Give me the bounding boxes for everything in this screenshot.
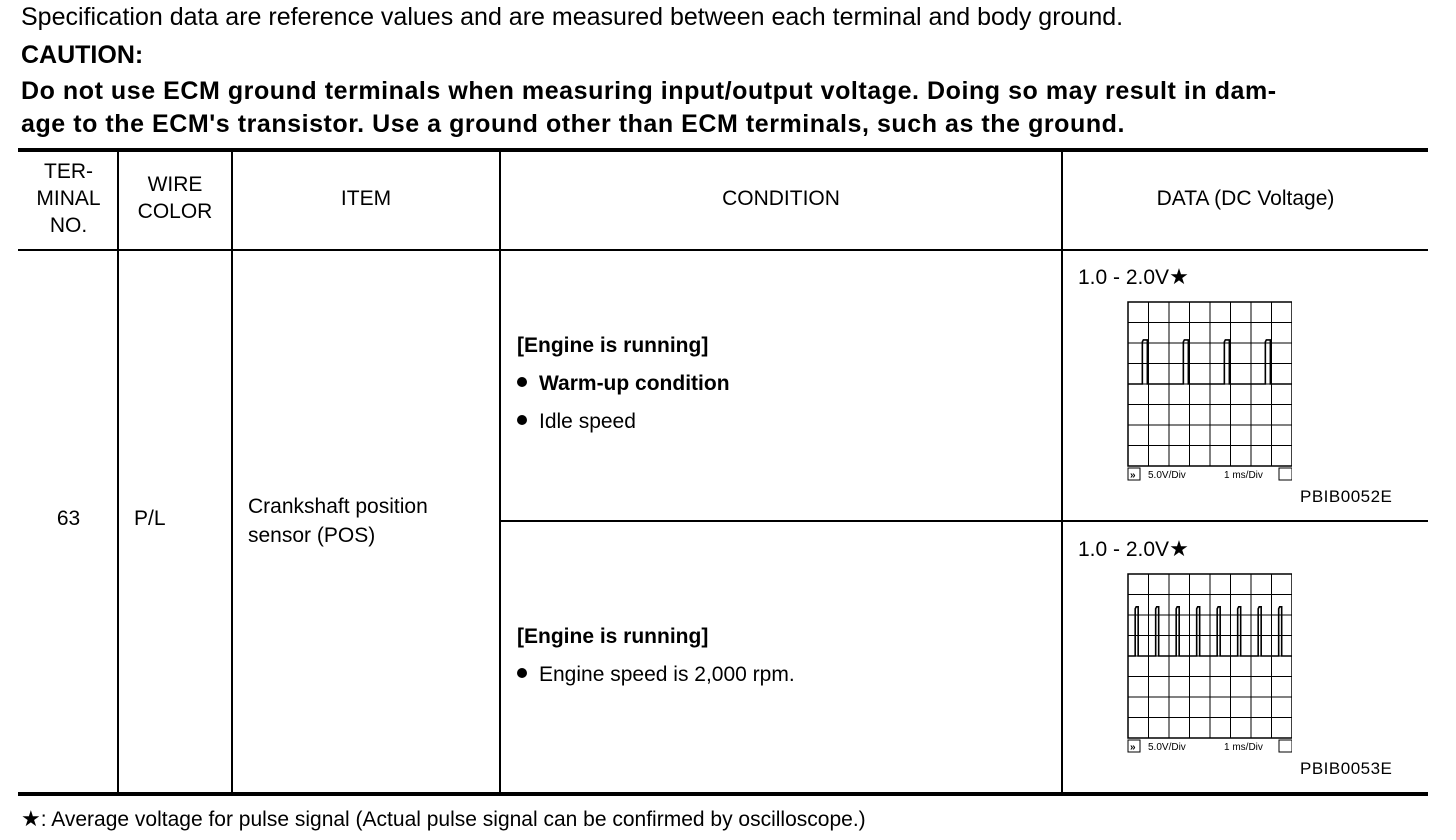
header-condition: CONDITION <box>722 187 840 210</box>
condition-2-heading: [Engine is running] <box>517 625 709 648</box>
scope-volt-div: 5.0V/Div <box>1148 742 1186 753</box>
condition-2-bullet-1 <box>517 656 795 694</box>
item-line-1: Crankshaft position <box>248 495 428 518</box>
wire-color: P/L <box>134 507 166 530</box>
header-terminal-line1: TER- <box>44 160 93 183</box>
scope-time-div: 1 ms/Div <box>1224 742 1263 753</box>
terminal-number: 63 <box>56 507 81 530</box>
header-wire-line2: COLOR <box>137 200 213 223</box>
col-divider-3 <box>499 150 501 794</box>
item-line-2: sensor (POS) <box>248 524 376 547</box>
double-chevron-glyph: » <box>1130 470 1136 481</box>
oscilloscope-waveform-1 <box>1126 301 1292 484</box>
condition-1-bullet-1 <box>517 365 730 403</box>
scope-volt-div: 5.0V/Div <box>1148 470 1186 481</box>
row-divider <box>500 520 1428 522</box>
condition-1-heading: [Engine is running] <box>517 334 709 357</box>
star-icon: ★ <box>1169 536 1189 561</box>
voltage-value-1 <box>1078 264 1189 290</box>
double-chevron-glyph: » <box>1130 742 1136 753</box>
table-bottom-rule <box>18 792 1428 796</box>
header-wire-line1: WIRE <box>147 173 203 196</box>
bullet-dot-icon <box>517 377 527 387</box>
scope-time-div: 1 ms/Div <box>1224 470 1263 481</box>
item-name <box>248 492 428 550</box>
table-top-rule <box>18 148 1428 152</box>
header-bottom-rule <box>18 249 1428 251</box>
header-terminal-no <box>20 158 117 239</box>
star-icon: ★ <box>1169 264 1189 289</box>
caution-title: CAUTION: <box>21 41 144 69</box>
condition-1 <box>517 327 730 441</box>
col-divider-4 <box>1061 150 1063 794</box>
header-terminal-line3: NO. <box>49 214 88 237</box>
footnote-text: : Average voltage for pulse signal (Actual pulse signal can be confirmed by oscilloscope.) <box>40 808 866 831</box>
header-item: ITEM <box>340 187 392 210</box>
scope-corner-box <box>1279 468 1292 480</box>
footnote <box>21 806 866 832</box>
voltage-2-text: 1.0 - 2.0V <box>1078 538 1170 561</box>
condition-1-bullet-2-text: Idle speed <box>539 410 636 433</box>
figure-code-2: PBIB0053E <box>1300 759 1393 778</box>
header-wire-color <box>119 171 231 225</box>
condition-1-bullet-1-text: Warm-up condition <box>539 372 730 395</box>
voltage-value-2 <box>1078 536 1189 562</box>
bullet-dot-icon <box>517 415 527 425</box>
scope-corner-box <box>1279 740 1292 752</box>
header-data: DATA (DC Voltage) <box>1156 187 1335 210</box>
condition-2 <box>517 618 795 694</box>
oscilloscope-waveform-2 <box>1126 573 1292 756</box>
bullet-dot-icon <box>517 668 527 678</box>
col-divider-1 <box>117 150 119 794</box>
col-divider-2 <box>231 150 233 794</box>
voltage-1-text: 1.0 - 2.0V <box>1078 266 1170 289</box>
condition-1-bullet-2 <box>517 403 730 441</box>
caution-body <box>21 75 1433 141</box>
caution-line-2: age to the ECM's transistor. Use a ground other than ECM terminals, such as the ground. <box>21 110 1125 138</box>
condition-2-bullet-1-text: Engine speed is 2,000 rpm. <box>539 663 795 686</box>
caution-line-1: Do not use ECM ground terminals when measuring input/output voltage. Doing so may result in dam- <box>21 77 1277 105</box>
figure-code-1: PBIB0052E <box>1300 487 1393 506</box>
header-terminal-line2: MINAL <box>36 187 101 210</box>
spec-intro-text: Specification data are reference values and are measured between each terminal and body ground. <box>21 3 1124 31</box>
star-icon: ★ <box>21 806 41 831</box>
